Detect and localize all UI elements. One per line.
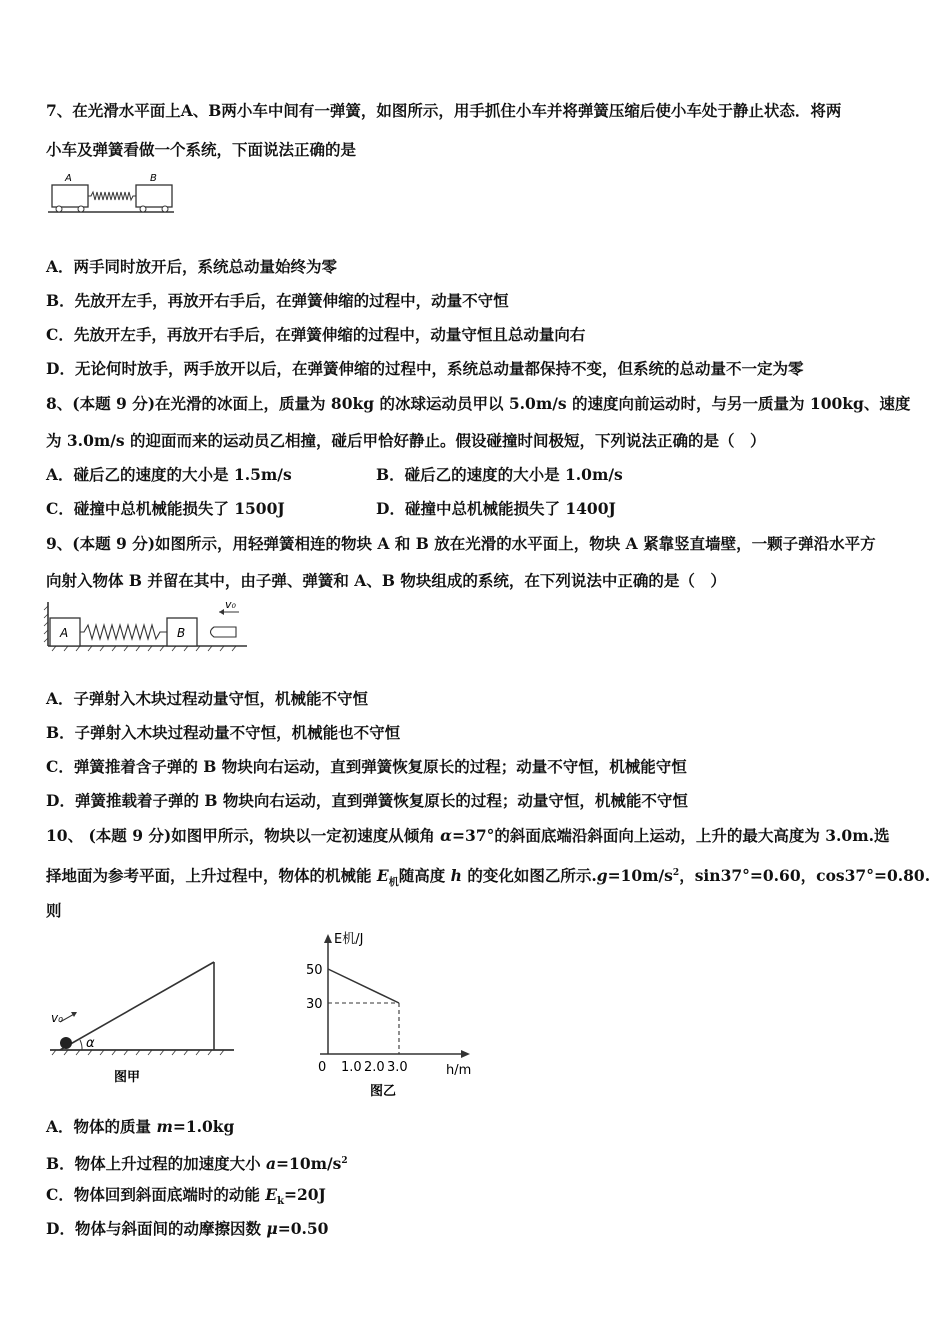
q10-stem-line1: 10、 (本题 9 分)如图甲所示，物块以一定初速度从倾角 α=37°的斜面底端沿斜面向上运动，上升的最大高度为 3.0m.选 [46,826,890,845]
q10-fig2-y30: 30 [306,997,323,1012]
q10-fig1-alpha: α [86,1036,95,1051]
q8-option-d: D．碰撞中总机械能损失了 1400J [376,499,616,518]
q10-incline-surface [60,962,214,1050]
q10-fig2-xlabel: h/m [446,1063,472,1078]
q8-stem-line1: 8、(本题 9 分)在光滑的冰面上，质量为 80kg 的冰球运动员甲以 5.0m/s 的速度向前运动时，与另一质量为 100kg、速度 [46,394,911,413]
q10-option-d: D．物体与斜面间的动摩擦因数 μ=0.50 [46,1219,329,1238]
q10-fig2-x0: 0 [318,1060,327,1075]
q7-option-c: C．先放开左手，再放开右手后，在弹簧伸缩的过程中，动量守恒且总动量向右 [46,325,586,344]
q9-option-a: A．子弹射入木块过程动量守恒，机械能不守恒 [46,689,369,708]
q9-stem-line1: 9、(本题 9 分)如图所示，用轻弹簧相连的物块 A 和 B 放在光滑的水平面上，物块 A 紧靠竖直墙壁，一颗子弹沿水平方 [46,534,876,553]
q7-stem-line2: 小车及弹簧看做一个系统，下面说法正确的是 [46,140,357,159]
q10-fig1-v0: v₀ [51,1011,63,1025]
q9-option-b: B．子弹射入木块过程动量不守恒，机械能也不守恒 [46,723,401,742]
q7-cars-spring-figure [44,168,179,218]
q7-label-a: A [65,173,72,184]
q9-label-b: B [177,626,186,640]
q8-option-b: B．碰后乙的速度的大小是 1.0m/s [376,465,623,484]
q7-car-a [52,185,88,207]
q10-figure-energy-graph [298,926,488,1101]
q10-option-c: C．物体回到斜面底端时的动能 $E_k=20J$ [46,1185,326,1208]
q10-fig2-caption: 图乙 [370,1084,397,1099]
q9-label-v0: v₀ [225,598,236,611]
q10-fig1-caption: 图甲 [114,1070,141,1085]
q10-figure-incline [44,950,244,1090]
q10-option-a: A．物体的质量 m=1.0kg [46,1117,235,1136]
q10-option-b: B．物体上升过程的加速度大小 $a=10m/s^2$ [46,1154,348,1174]
q7-spring [88,192,136,200]
q10-block [60,1037,72,1049]
q7-label-b: B [150,173,157,184]
q9-bullet [211,627,237,637]
q7-option-b: B．先放开左手，再放开右手后，在弹簧伸缩的过程中，动量不守恒 [46,291,509,310]
q7-car-b [136,185,172,207]
q8-option-a: A．碰后乙的速度的大小是 1.5m/s [46,465,292,484]
q9-option-d: D．弹簧推载着子弹的 B 物块向右运动，直到弹簧恢复原长的过程；动量守恒，机械能不守恒 [46,791,688,810]
q8-stem-line2: 为 3.0m/s 的迎面而来的运动员乙相撞，碰后甲恰好静止。假设碰撞时间极短，下列说法正确的是（ ） [46,431,766,450]
q10-graph-line [328,969,399,1003]
q9-option-c: C．弹簧推着含子弹的 B 物块向右运动，直到弹簧恢复原长的过程；动量不守恒，机械能守恒 [46,757,687,776]
q9-stem-line2: 向射入物体 B 并留在其中，由子弹、弹簧和 A、B 物块组成的系统，在下列说法中正确的是（ ） [46,571,726,590]
q10-fig2-y50: 50 [306,963,323,978]
q10-fig2-x3: 3.0 [387,1060,408,1075]
q10-stem-line2: 择地面为参考平面，上升过程中，物体的机械能 $E_机$随高度 h 的变化如图乙所示$.g=10m/s^2$，sin37°=0.60，cos37°=0.80. [46,866,931,889]
q8-option-c: C．碰撞中总机械能损失了 1500J [46,499,285,518]
q10-stem-line3: 则 [46,901,62,920]
q7-stem-line1: 7、在光滑水平面上A、B两小车中间有一弹簧，如图所示，用手抓住小车并将弹簧压缩后使小车处于静止状态．将两 [46,101,842,120]
q7-option-d: D．无论何时放手，两手放开以后，在弹簧伸缩的过程中，系统总动量都保持不变，但系统的总动量不一定为零 [46,359,804,378]
q10-fig2-x2: 2.0 [364,1060,385,1075]
q9-wall-spring-bullet-figure [44,596,250,654]
q10-fig2-x1: 1.0 [341,1060,362,1075]
q10-fig2-ylabel: E机/J [334,932,364,947]
q9-label-a: A [60,626,69,640]
q7-option-a: A．两手同时放开后，系统总动量始终为零 [46,257,338,276]
q9-spring [80,625,167,639]
